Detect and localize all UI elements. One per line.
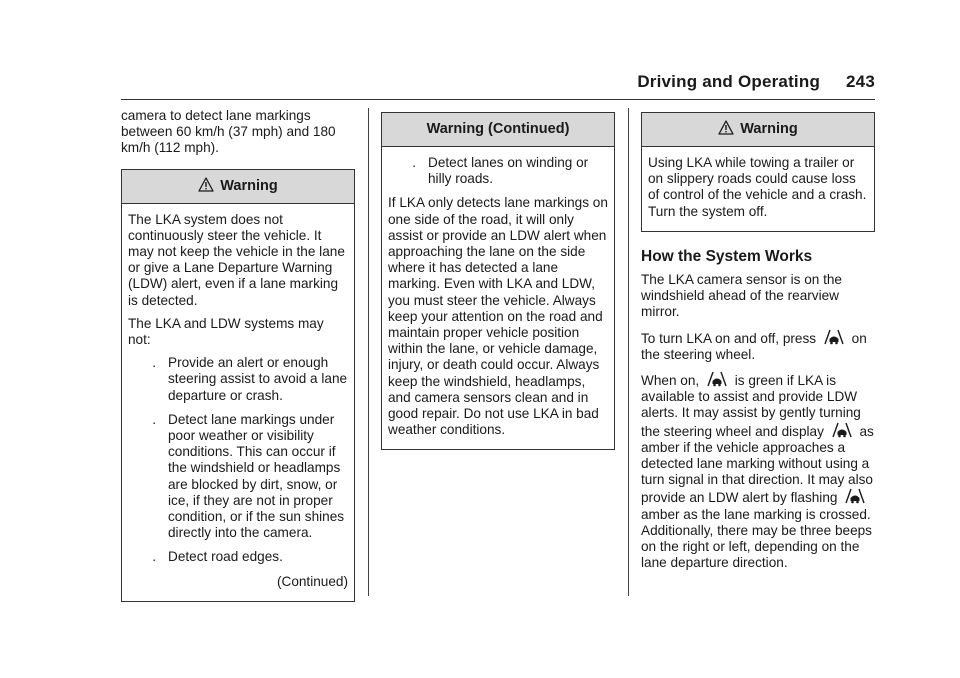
bullet-item: . Detect lanes on winding or hilly roads.: [388, 155, 608, 187]
lane-keep-assist-icon: [843, 488, 867, 504]
bullet-text: Detect lanes on winding or hilly roads.: [428, 155, 589, 187]
warning-title: Warning: [220, 177, 278, 194]
intro-paragraph: camera to detect lane markings between 60 km/h (37 mph) and 180 km/h (112 mph).: [121, 108, 336, 156]
bullet-text: Detect lane markings under poor weather or visibility conditions. This can occur if the windshield or headlamps are blocked by dirt, snow, or ice, if they are not in proper condition, or if the sun shines directly into the camera.: [168, 411, 345, 541]
warning-header: [122, 170, 354, 204]
warning-header: [382, 113, 614, 147]
warning-paragraph: The LKA system does not continuously steer the vehicle. It may not keep the vehicle in the lane or give a Lane Departure Warning (LDW) alert, even if a lane marking is detected.: [128, 211, 345, 308]
bullet-item: . Detect road edges.: [152, 549, 283, 565]
body-text: is green if LKA is available to assist and provide LDW alerts. It may assist by gently turning the steering wheel and display: [641, 373, 861, 439]
bullet-item: . Provide an alert or enough steering assist to avoid a lane departure or crash.: [152, 355, 348, 403]
warning-paragraph: The LKA and LDW systems may not:: [128, 315, 324, 348]
section-heading: How the System Works: [641, 247, 813, 265]
warning-paragraph: Using LKA while towing a trailer or on slippery roads could cause loss of control of the vehicle and a crash. Turn the system off.: [648, 155, 867, 219]
column-2: [381, 108, 615, 450]
lane-keep-assist-icon: [705, 371, 729, 387]
header-rule: [121, 99, 875, 100]
lane-keep-assist-icon: [830, 422, 854, 438]
body-text: To turn LKA on and off, press: [641, 330, 817, 346]
bullet-text: Provide an alert or enough steering assist to avoid a lane departure or crash.: [168, 355, 348, 403]
body-paragraph: The LKA camera sensor is on the windshield ahead of the rearview mirror.: [641, 272, 842, 320]
warning-body: [382, 147, 614, 449]
continued-label: (Continued): [276, 573, 348, 589]
page-header: [637, 72, 875, 92]
page-number: 243: [846, 72, 875, 91]
warning-body: [122, 204, 354, 601]
body-text: as amber if the vehicle approaches a detected lane marking without using a turn signal in that direction. It may also provide an LDW alert by flashing: [641, 423, 874, 506]
column-1: [121, 108, 355, 602]
warning-icon: [718, 120, 734, 135]
body-paragraph: [641, 371, 875, 571]
bullet-text: Detect road edges.: [168, 549, 283, 565]
warning-box: [121, 169, 355, 602]
column-divider: [628, 108, 629, 596]
warning-icon: [198, 177, 214, 192]
warning-title: Warning (Continued): [426, 121, 570, 137]
warning-title: Warning: [740, 121, 798, 137]
body-text: When on,: [641, 373, 700, 389]
body-text: on the steering wheel.: [641, 330, 867, 362]
lane-keep-assist-icon: [822, 329, 846, 345]
section-title: Driving and Operating: [637, 72, 821, 91]
warning-body: [642, 147, 874, 231]
bullet-item: . Detect lane markings under poor weather or visibility conditions. This can occur if the windshield or headlamps are blocked by dirt, snow, or ice, if they are not in proper condition, or if the sun shines directly into the camera.: [128, 412, 348, 542]
body-paragraph: [641, 329, 875, 363]
warning-box: [641, 112, 875, 232]
warning-header: [642, 113, 874, 147]
column-3: [641, 108, 875, 579]
column-divider: [368, 108, 369, 596]
body-text: amber as the lane marking is crossed. Additionally, there may be three beeps on the right or left, depending on the lane departure direction.: [641, 506, 872, 571]
warning-box: [381, 112, 615, 450]
warning-paragraph: If LKA only detects lane markings on one side of the road, it will only assist or provide an LDW alert when approaching the lane on the side where it has detected a lane marking. Even with LKA and LDW, you must steer the vehicle. Always keep your attention on the road and maintain proper vehicle position within the lane, or vehicle damage, injury, or death could occur. Always keep the windshield, headlamps, and camera sensors clean and in good repair. Do not use LKA in bad weather conditions.: [388, 195, 608, 438]
